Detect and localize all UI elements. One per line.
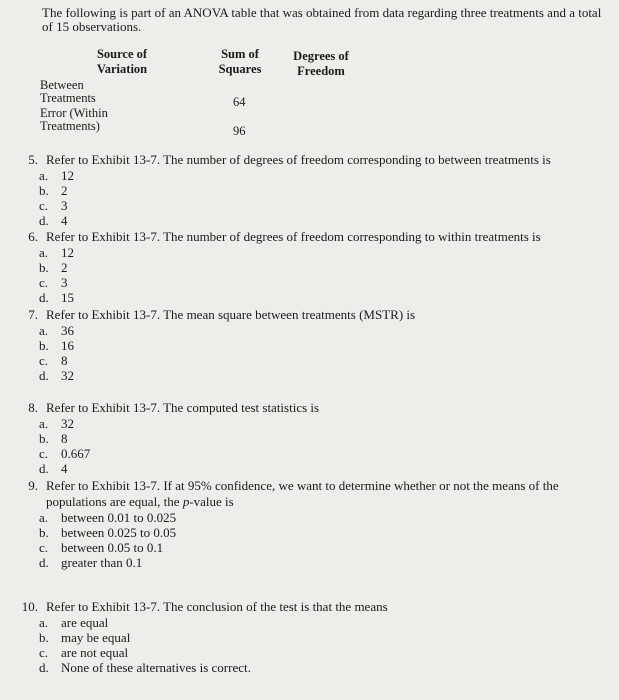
table-row-label-between (40, 79, 96, 105)
question-number: 5. (28, 152, 38, 167)
option-b (39, 260, 541, 275)
option-c (39, 353, 415, 368)
option-text: may be equal (61, 630, 131, 645)
option-a (39, 510, 559, 525)
question-text-part: populations are equal, the (46, 494, 183, 509)
option-text: 36 (61, 323, 74, 338)
question-text: Refer to Exhibit 13-7. If at 95% confidence, we want to determine whether or not the means of the (46, 478, 559, 493)
option-text: 12 (61, 245, 74, 260)
question-stem (14, 229, 541, 245)
question-8 (14, 400, 319, 476)
option-d (39, 461, 319, 476)
intro-line-1: The following is part of an ANOVA table that was obtained from data regarding three treatments and a total (42, 5, 602, 20)
option-letter: d. (39, 290, 49, 305)
option-d (39, 660, 388, 675)
options-list (39, 510, 559, 570)
option-b (39, 525, 559, 540)
options-list (39, 168, 551, 228)
question-5 (14, 152, 551, 228)
option-letter: b. (39, 338, 49, 353)
option-d (39, 213, 551, 228)
question-stem (14, 152, 551, 168)
option-b (39, 431, 319, 446)
header-ss-line2: Squares (218, 62, 262, 76)
option-letter: c. (39, 446, 49, 461)
option-b (39, 630, 388, 645)
option-text: are not equal (61, 645, 129, 660)
option-b (39, 183, 551, 198)
option-text: 15 (61, 290, 74, 305)
question-text: Refer to Exhibit 13-7. The number of degrees of freedom corresponding to within treatments is (46, 229, 541, 244)
option-letter: c. (39, 198, 49, 213)
option-text: 8 (61, 431, 68, 446)
option-text: greater than 0.1 (61, 555, 143, 570)
option-letter: a. (39, 510, 49, 525)
question-7 (14, 307, 415, 383)
option-text: between 0.01 to 0.025 (61, 510, 177, 525)
options-list (39, 323, 415, 383)
option-letter: a. (39, 615, 49, 630)
option-letter: b. (39, 183, 49, 198)
option-text: 16 (61, 338, 74, 353)
option-letter: c. (39, 275, 49, 290)
option-c (39, 645, 388, 660)
option-text: 4 (61, 213, 68, 228)
question-text: Refer to Exhibit 13-7. The computed test statistics is (46, 400, 320, 415)
option-d (39, 290, 541, 305)
option-a (39, 168, 551, 183)
question-10 (14, 599, 388, 675)
option-text: 2 (61, 183, 68, 198)
table-cell-ss-error: 96 (233, 124, 246, 138)
header-ss-line1: Sum of (221, 47, 259, 61)
option-b (39, 338, 415, 353)
option-text: between 0.05 to 0.1 (61, 540, 164, 555)
question-6 (14, 229, 541, 305)
option-letter: a. (39, 416, 49, 431)
option-text: 32 (61, 416, 74, 431)
question-text-line2 (46, 494, 559, 510)
question-stem (14, 478, 559, 494)
question-number: 8. (28, 400, 38, 415)
header-sum-of-squares (212, 47, 268, 77)
header-degrees-of-freedom (287, 49, 355, 79)
question-text: Refer to Exhibit 13-7. The conclusion of the test is that the means (46, 599, 388, 614)
option-letter: a. (39, 323, 49, 338)
option-letter: a. (39, 168, 49, 183)
question-text-part: -value is (189, 494, 234, 509)
question-number: 6. (28, 229, 38, 244)
option-text: None of these alternatives is correct. (61, 660, 251, 675)
question-number: 9. (28, 478, 38, 493)
option-c (39, 446, 319, 461)
question-text: Refer to Exhibit 13-7. The mean square between treatments (MSTR) is (46, 307, 416, 322)
option-letter: d. (39, 461, 49, 476)
option-letter: b. (39, 630, 49, 645)
option-a (39, 245, 541, 260)
option-text: 3 (61, 275, 68, 290)
header-source-line1: Source of (96, 47, 148, 61)
table-row-label-error (40, 107, 108, 133)
option-c (39, 540, 559, 555)
option-c (39, 275, 541, 290)
options-list (39, 416, 319, 476)
table-cell-ss-between: 64 (233, 95, 246, 109)
question-stem (14, 307, 415, 323)
option-text: 4 (61, 461, 68, 476)
option-text: between 0.025 to 0.05 (61, 525, 177, 540)
question-number: 7. (28, 307, 38, 322)
row-between-line1: Between (40, 78, 84, 92)
option-c (39, 198, 551, 213)
option-text: 12 (61, 168, 74, 183)
option-text: 2 (61, 260, 68, 275)
question-9 (14, 478, 559, 570)
header-source (90, 47, 154, 77)
option-letter: b. (39, 431, 49, 446)
option-letter: d. (39, 213, 49, 228)
option-letter: a. (39, 245, 49, 260)
option-letter: b. (39, 260, 49, 275)
intro-text (42, 6, 601, 34)
option-a (39, 323, 415, 338)
row-error-line1: Error (Within (40, 106, 108, 120)
question-stem (14, 400, 319, 416)
option-text: are equal (61, 615, 109, 630)
header-df-line2: Freedom (297, 64, 345, 78)
intro-line-2: of 15 observations. (42, 19, 142, 34)
option-text: 3 (61, 198, 68, 213)
option-a (39, 416, 319, 431)
option-letter: c. (39, 353, 49, 368)
options-list (39, 615, 388, 675)
option-letter: d. (39, 368, 49, 383)
row-between-line2: Treatments (40, 91, 96, 105)
row-error-line2: Treatments) (40, 119, 100, 133)
option-d (39, 368, 415, 383)
option-letter: b. (39, 525, 49, 540)
option-letter: c. (39, 645, 49, 660)
option-text: 8 (61, 353, 68, 368)
option-letter: d. (39, 660, 49, 675)
option-d (39, 555, 559, 570)
question-number: 10. (21, 599, 38, 614)
header-df-line1: Degrees of (293, 49, 349, 63)
question-stem (14, 599, 388, 615)
question-text: Refer to Exhibit 13-7. The number of degrees of freedom corresponding to between treatments is (46, 152, 551, 167)
option-a (39, 615, 388, 630)
header-source-line2: Variation (96, 62, 148, 76)
p-italic: p (182, 494, 190, 509)
option-letter: d. (39, 555, 49, 570)
option-text: 0.667 (61, 446, 91, 461)
option-letter: c. (39, 540, 49, 555)
options-list (39, 245, 541, 305)
option-text: 32 (61, 368, 74, 383)
